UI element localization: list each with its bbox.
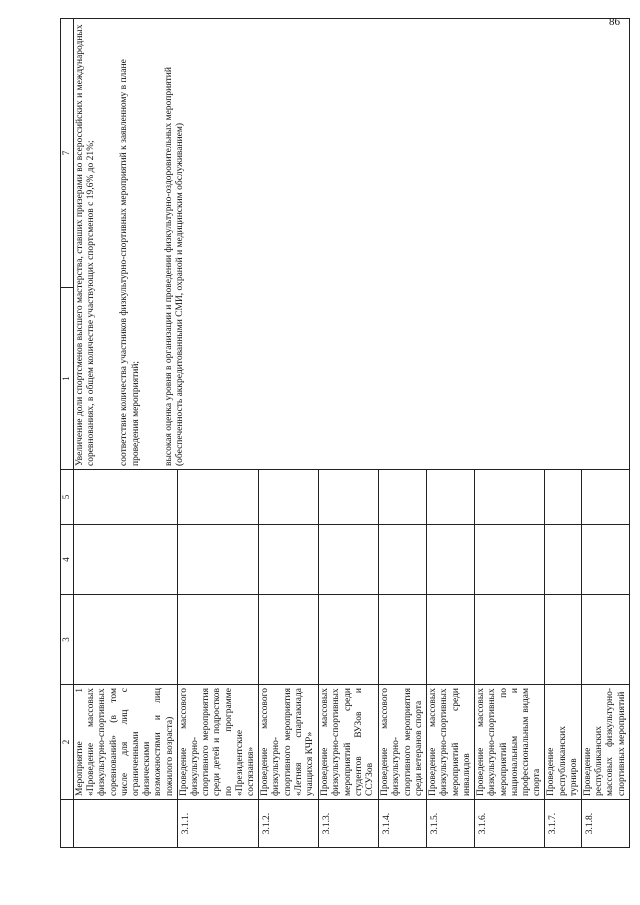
row-number: 3.1.3.	[319, 800, 379, 848]
row-number: 3.1.5.	[427, 800, 475, 848]
header-cell: 2	[61, 685, 74, 800]
row-number	[74, 800, 178, 848]
indicator-text: Увеличение доли спортсменов высшего мастерства, ставших призерами во всероссийских и международных соревнованиях, в общем количестве участвующих спортсменов с 19,6% до 21%;	[75, 24, 97, 466]
empty-cell	[545, 595, 582, 685]
empty-cell	[545, 470, 582, 525]
activity-name: Проведение массового физкультурно-спортивного мероприятия среди детей и подростков по программе «Президентские состязания»	[177, 685, 258, 800]
row-number: 3.1.4.	[379, 800, 427, 848]
activity-name: Мероприятие 1 «Проведение массовых физкультурно-спортивных соревнований» (в том числе для лиц с ограниченными физическими возможностями и лиц пожилого возраста)	[74, 685, 178, 800]
empty-cell	[259, 470, 319, 525]
activities-table	[60, 18, 630, 848]
empty-cell	[74, 595, 178, 685]
empty-cell	[319, 595, 379, 685]
empty-cell	[379, 525, 427, 595]
row-number: 3.1.8.	[582, 800, 630, 848]
row-number: 3.1.6.	[475, 800, 545, 848]
empty-cell	[74, 470, 178, 525]
empty-cell	[319, 525, 379, 595]
activity-name: Проведение республиканских массовых физкультурно-спортивных мероприятий	[582, 685, 630, 800]
empty-cell	[427, 470, 475, 525]
activity-name: Проведение массовых физкультурно-спортивных мероприятий среди студентов ВУЗов и ССУЗов	[319, 685, 379, 800]
empty-cell	[582, 525, 630, 595]
empty-cell	[177, 595, 258, 685]
empty-cell	[475, 595, 545, 685]
header-cell: 7	[61, 19, 74, 288]
empty-cell	[545, 525, 582, 595]
activity-name: Проведение массового физкультурно-спортивного мероприятия «Летняя спартакиада учащихся КЧР»	[259, 685, 319, 800]
indicator-text: соответствие количества участников физкультурно-спортивных мероприятий к заявленному в плане проведения мероприятий;	[119, 59, 141, 466]
activity-name: Проведение массовых физкультурно-спортивных мероприятий среди инвалидов	[427, 685, 475, 800]
header-cell: 3	[61, 595, 74, 685]
empty-cell	[427, 595, 475, 685]
row-number: 3.1.7.	[545, 800, 582, 848]
empty-cell	[427, 525, 475, 595]
header-cell: 4	[61, 525, 74, 595]
empty-cell	[259, 525, 319, 595]
empty-cell	[319, 470, 379, 525]
header-row	[61, 19, 74, 848]
indicator-text: высокая оценка уровня в организации и проведении физкультурно-оздоровительных мероприятий (обеспеченность аккредитованными СМИ, охраной и медицинским обслуживанием)	[163, 67, 186, 466]
empty-cell	[379, 470, 427, 525]
row-number: 3.1.2.	[259, 800, 319, 848]
page-number: 86	[609, 16, 620, 28]
indicators-cell	[74, 19, 630, 470]
table-row	[74, 19, 178, 848]
activity-name: Проведение республиканских турниров	[545, 685, 582, 800]
empty-cell	[582, 470, 630, 525]
empty-cell	[74, 525, 178, 595]
empty-cell	[475, 470, 545, 525]
row-number: 3.1.1.	[177, 800, 258, 848]
activity-name: Проведение массовых физкультурно-спортивных мероприятий по национальным и профессиональным видам спорта	[475, 685, 545, 800]
header-cell: 5	[61, 470, 74, 525]
empty-cell	[379, 595, 427, 685]
empty-cell	[177, 525, 258, 595]
activity-name: Проведение массового физкультурно-спортивного мероприятия среди ветеранов спорта	[379, 685, 427, 800]
header-cell: 1	[61, 288, 74, 470]
header-cell	[61, 800, 74, 848]
empty-cell	[177, 470, 258, 525]
empty-cell	[259, 595, 319, 685]
empty-cell	[475, 525, 545, 595]
empty-cell	[582, 595, 630, 685]
